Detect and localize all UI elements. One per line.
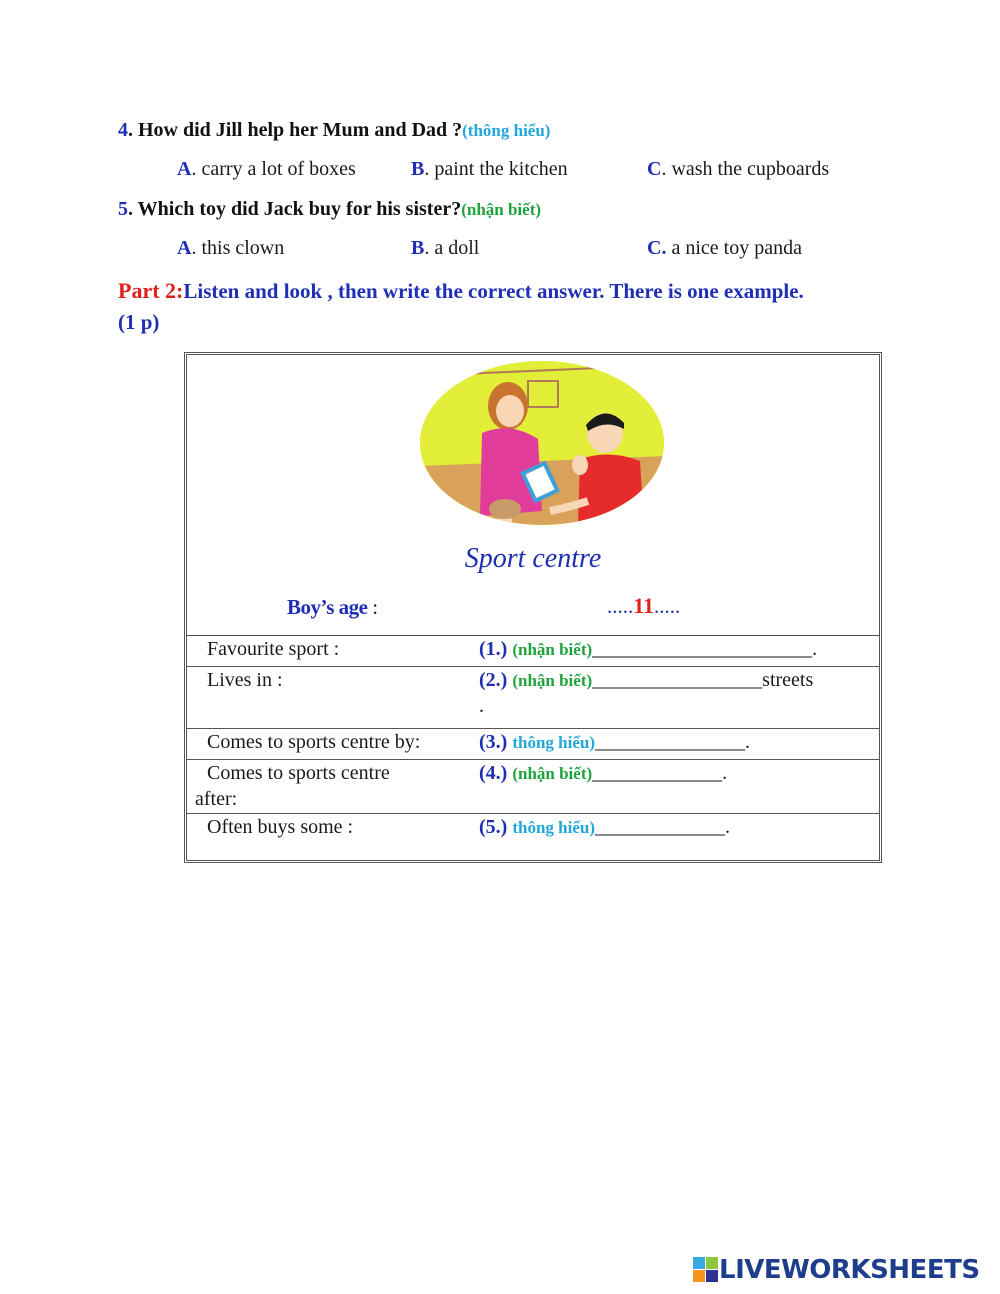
part2-points: [118, 310, 159, 335]
row-2-label: Lives in :: [207, 669, 283, 691]
answer-blank: _______________.: [595, 731, 750, 753]
difficulty-tag: (thông hiểu): [462, 121, 551, 140]
row-divider: [187, 635, 879, 636]
points-text: (1 p): [118, 310, 160, 334]
q4-option-a[interactable]: [177, 158, 356, 181]
age-label: [287, 595, 378, 620]
form-title: Sport centre: [464, 543, 602, 574]
illustration-image: [420, 361, 664, 525]
option-letter: C.: [647, 237, 667, 259]
row-2-answer[interactable]: [479, 669, 813, 692]
row-5-label: Often buys some :: [207, 816, 354, 838]
row-5-answer[interactable]: [479, 816, 730, 839]
item-number: (1.): [479, 638, 508, 660]
option-letter: A: [177, 158, 192, 180]
q4-option-b[interactable]: [411, 158, 568, 181]
question-text: . How did Jill help her Mum and Dad ?: [128, 119, 463, 141]
live-badge-icon: [693, 1257, 719, 1283]
q4-option-c[interactable]: [647, 158, 829, 181]
answer-blank: ______________________.: [592, 638, 818, 660]
sport-centre-illustration: [420, 361, 664, 525]
row-divider: [187, 813, 879, 814]
sport-centre-form: [184, 352, 882, 863]
question-4: [118, 119, 550, 142]
age-colon: :: [367, 595, 378, 619]
part2-heading: [118, 278, 804, 304]
answer-blank: _____________.: [595, 816, 730, 838]
question-number: 4: [118, 119, 128, 141]
question-text: . Which toy did Jack buy for his sister?: [128, 198, 462, 220]
row-divider: [187, 759, 879, 760]
age-label-text: Boy’s age: [287, 595, 368, 619]
difficulty-tag: thông hiểu): [512, 733, 595, 752]
difficulty-tag: (nhận biết): [512, 640, 593, 659]
item-number: (4.): [479, 762, 508, 784]
row-1-label: Favourite sport :: [207, 638, 340, 660]
option-letter: A: [177, 237, 192, 259]
difficulty-tag: (nhận biết): [512, 764, 593, 783]
option-text: a nice toy panda: [666, 237, 802, 259]
row-4-label-continuation: after:: [195, 788, 238, 810]
option-letter: B: [411, 158, 425, 180]
difficulty-tag: thông hiểu): [512, 818, 595, 837]
difficulty-tag: (nhận biết): [461, 200, 542, 219]
question-number: 5: [118, 198, 128, 220]
row-divider: [187, 666, 879, 667]
option-letter: B: [411, 237, 425, 259]
age-example-answer: [607, 593, 680, 619]
row-4-label: Comes to sports centre: [207, 762, 390, 784]
liveworksheets-logo[interactable]: [693, 1255, 980, 1285]
row-3-label: Comes to sports centre by:: [207, 731, 421, 753]
q5-option-c[interactable]: [647, 237, 802, 260]
option-text: . a doll: [424, 237, 480, 259]
row-1-answer[interactable]: [479, 638, 817, 661]
age-value: 11: [633, 593, 655, 618]
option-text: . paint the kitchen: [424, 158, 568, 180]
item-number: (2.): [479, 669, 508, 691]
difficulty-tag: (nhận biết): [512, 671, 593, 690]
answer-blank: _____________.: [592, 762, 728, 784]
question-5: [118, 198, 541, 221]
option-letter: C: [647, 158, 662, 180]
item-number: (5.): [479, 816, 508, 838]
q5-option-b[interactable]: [411, 237, 479, 260]
q5-option-a[interactable]: [177, 237, 284, 260]
row-3-answer[interactable]: [479, 731, 750, 754]
part2-label: Part 2:: [118, 278, 184, 303]
row-2-continuation: .: [479, 695, 484, 717]
row-4-answer[interactable]: [479, 762, 727, 785]
item-number: (3.): [479, 731, 508, 753]
part2-instruction: Listen and look , then write the correct answer. There is one example.: [183, 279, 804, 303]
answer-blank: _________________streets: [592, 669, 814, 691]
row-divider: [187, 728, 879, 729]
age-dots-right: .....: [654, 594, 681, 618]
brand-name: LIVEWORKSHEETS: [719, 1255, 980, 1285]
age-dots-left: .....: [607, 594, 634, 618]
option-text: . wash the cupboards: [661, 158, 830, 180]
option-text: . carry a lot of boxes: [191, 158, 356, 180]
option-text: . this clown: [191, 237, 285, 259]
